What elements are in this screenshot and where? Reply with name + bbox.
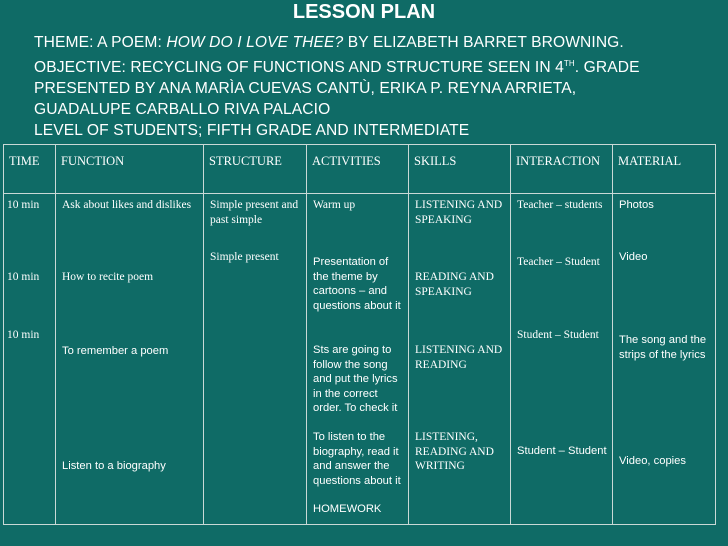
function-cell (56, 194, 204, 525)
objective-prefix: OBJECTIVE: RECYCLING OF FUNCTIONS AND STRUCTURE SEEN IN 4 (34, 59, 564, 76)
interaction-entry: Student – Student (517, 445, 607, 457)
objective-line (34, 53, 724, 78)
objective-suffix: . GRADE (574, 59, 640, 76)
interaction-entry: Student – Student (517, 329, 599, 341)
activities-cell (307, 194, 409, 525)
activity-entry: To listen to the biography, read it and answer the questions about it (313, 431, 401, 487)
theme-suffix: BY ELIZABETH BARRET BROWNING. (343, 34, 624, 51)
presented-line-2: GUADALUPE CARBALLO RIVA PALACIO (34, 101, 331, 118)
presented-line-1: PRESENTED BY ANA MARÌA CUEVAS CANTÙ, ERIKA P. REYNA ARRIETA, (34, 80, 577, 97)
time-entry: 10 min (7, 271, 40, 283)
function-entry: Listen to a biography (62, 460, 166, 472)
column-header-activities: ACTIVITIES (307, 145, 409, 194)
column-header-skills: SKILLS (409, 145, 511, 194)
activity-entry: Presentation of the theme by cartoons – and questions about it (313, 256, 401, 312)
column-header-time: TIME (4, 145, 56, 194)
interaction-entry: Teacher – Student (517, 256, 600, 268)
time-cell (4, 194, 56, 525)
material-entry: The song and the strips of the lyrics (619, 334, 707, 361)
interaction-entry: Teacher – students (517, 199, 603, 211)
structure-entry: Simple present (210, 251, 279, 263)
theme-line (34, 32, 724, 53)
skill-entry: READING AND SPEAKING (415, 271, 494, 298)
activity-entry: Warm up (313, 199, 356, 211)
level-line: LEVEL OF STUDENTS; FIFTH GRADE AND INTERMEDIATE (34, 122, 470, 139)
material-cell (613, 194, 716, 525)
page-title: LESSON PLAN (292, 1, 436, 23)
column-header-material: MATERIAL (613, 145, 716, 194)
structure-cell (204, 194, 307, 525)
function-entry: To remember a poem (62, 345, 169, 357)
objective-sup: TH (563, 59, 575, 68)
column-header-structure: STRUCTURE (204, 145, 307, 194)
time-entry: 10 min (7, 329, 40, 341)
skill-entry: LISTENING AND READING (415, 344, 503, 371)
skill-entry: LISTENING, READING AND WRITING (415, 431, 494, 472)
theme-prefix: THEME: A POEM: (34, 34, 167, 51)
theme-poem: HOW DO I LOVE THEE? (166, 34, 344, 51)
material-entry: Video (619, 251, 648, 263)
lesson-table (3, 144, 716, 525)
structure-entry: Simple present and past simple (210, 199, 299, 226)
table-header-row (4, 145, 716, 194)
column-header-interaction: INTERACTION (511, 145, 613, 194)
activity-entry: Sts are going to follow the song and put the lyrics in the correct order. To check it (313, 344, 398, 414)
function-entry: How to recite poem (62, 271, 154, 283)
table-row (4, 194, 716, 525)
function-entry: Ask about likes and dislikes (62, 199, 192, 211)
activity-entry: HOMEWORK (313, 503, 382, 515)
material-entry: Video, copies (619, 455, 686, 467)
skill-entry: LISTENING AND SPEAKING (415, 199, 503, 226)
column-header-function: FUNCTION (56, 145, 204, 194)
material-entry: Photos (619, 199, 654, 211)
time-entry: 10 min (7, 199, 40, 211)
skills-cell (409, 194, 511, 525)
lesson-header (34, 32, 724, 141)
interaction-cell (511, 194, 613, 525)
